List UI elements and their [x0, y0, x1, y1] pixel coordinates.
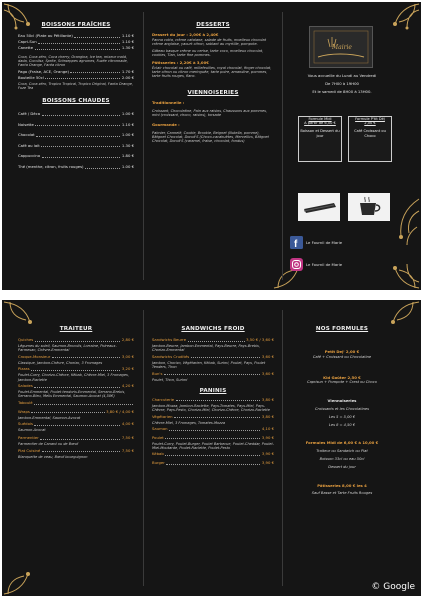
facebook-icon [290, 236, 303, 249]
item-description: Chèvre-Miel, 3 Fromages, Tomates-Mozza [152, 420, 225, 425]
watermark-text: © Google [371, 582, 415, 592]
instagram-label: Le Fournil de Marie [306, 262, 343, 267]
card-title: Formule P'tit Déj [355, 117, 385, 121]
menu-item: Parmentier 7,50 € [18, 435, 134, 441]
menu-item: Thé (menthe, citron, fruits rouges) 1.00 € [18, 163, 134, 169]
paninis-title: PANINIS [199, 387, 227, 394]
item-description: Saumon-Avocat [18, 428, 46, 433]
drinks-column [18, 2, 134, 290]
menu-item: Sandwichs Beurre 3,50 € / 3,60 € [152, 337, 274, 342]
facebook-link[interactable] [290, 236, 342, 249]
google-watermark [371, 582, 415, 592]
desserts-column [152, 2, 274, 290]
menu-item: Noisette 1.10 € [18, 121, 134, 127]
menu-item: Salades 4,20 € [18, 383, 134, 389]
formulas-title: NOS FORMULES [315, 326, 369, 332]
menu-item: Quiches 2,80 € [18, 337, 134, 342]
floral-ornament-right-middle [387, 197, 421, 247]
item-description: Blanquette de veau, Bœuf bourguignon [18, 454, 88, 459]
menu-item: Café au lait 1.30 € [18, 142, 134, 148]
item-description: Jambon-Mozza, Jambon-Raclette, Pays-Tomates, Pays-Miel, Pays-Chèvre, Pays-Pesto, Chorizo-Miel, Chorizo-Chèvre, Chorizo-Raclette [152, 403, 270, 412]
item-description: Éclair chocolat ou café, millefeuilles, royal chocolat, finger chocolat, tarte citron ou citron meringuée, tarte poire, amandine, pommes, tarte fruits rouges, flanc. [152, 65, 272, 78]
item-description: Jambon-Emmental, Saumon-Avocat [18, 415, 81, 420]
catering-title: TRAITEUR [59, 326, 93, 332]
gourmet-label: Gourmande : [152, 121, 180, 127]
menu-item: Café / Déca 1.00 € [18, 110, 134, 116]
formula-description: Croissants et les Chocolatines [315, 406, 369, 411]
formula-price: Les 5 = 5,00 € [328, 414, 356, 419]
column-divider [143, 12, 144, 280]
bakery-logo [309, 26, 373, 68]
formula-pastries: Pâtisseries 8,00 € les 4 [317, 482, 367, 488]
menu-item: Poulet 3,90 € [152, 434, 274, 440]
formula-lunch: Formules Midi de 6,00 € à 10,00 € [305, 440, 379, 446]
item-description: Jambon, Chorizo, Végétarien, Kébab, Surimi, Poulet, Pays, Poulet Tenders, Thon [152, 360, 266, 369]
item-description: Palmier, Cannelé, Cookie, Brookie, Beignet (Nutella, pomme), Bâtgnet Chocolat, Donut'S (Choco-cacahuètes, Mervellics, Bâtgnet Chocolat, Donut'S (caramel, fraise, chocolat, fondus) [152, 130, 269, 144]
menu-page-bottom [2, 300, 421, 596]
menu-item: Suédois 4,00 € [18, 421, 134, 427]
instagram-icon [290, 258, 303, 271]
item-description: Poulet-Curry, Chorizo-Chèvre, Kébab, Chèvre-Miel, 3 Fromages, Jambon-Raclette [18, 373, 129, 382]
item-description: Coca, Coca zéro, Tropico Tropical, Tropico Original, Fanta Orange, Fuze Tea [18, 81, 133, 90]
hours-line: Vous accueille du Lundi au Vendredi [307, 73, 377, 78]
formula-price: Les 8 = 4,50 € [328, 422, 356, 427]
item-description: Parmentier de Canard ou de Bœuf [18, 442, 79, 447]
menu-item: Kébab 3,90 € [152, 451, 274, 457]
item-description: Classique, Jambon-Chèvre, Chorizo, 3 Fromages [18, 360, 103, 365]
sandwich-image-icon [298, 193, 340, 221]
card-title: Formule Midi [308, 117, 332, 121]
formulas-column [290, 300, 394, 596]
menu-item: Pago (Fraise, ACE, Orange) 1.70 € [18, 68, 134, 74]
item-description: Croissant, Chocolatine, Pain aux raisins, Chaussons aux pommes, mini (croissant, choco, raisins), torsade [152, 109, 268, 118]
formula-description: Boisson 33cl ou eau 50cl [319, 456, 365, 461]
floral-ornament-top-right [380, 2, 421, 44]
card-subtitle: 2,00 € [364, 121, 376, 126]
formula-description: Dessert du jour [328, 464, 356, 469]
item-description: Jambon-Beurre, Jambon-Emmental, Pays-Beurre, Pays-Brebis, Chorizo-Emmental [152, 343, 260, 353]
traditional-label: Traditionnelle : [152, 100, 185, 106]
pastries-price: Pâtisseries : 2,20€ à 3,00€ [152, 59, 209, 65]
breakfast-formula-card [348, 116, 392, 162]
menu-item: Wraps 3,80 € / 4,00 € [18, 408, 134, 414]
viennoiseries-title: VIENNOISERIES [187, 90, 239, 97]
formula-description: Caprisun + Pompote + Crest ou Choco [307, 380, 377, 385]
formula-breakfast: Petit Dej' 2,00 € [324, 349, 360, 354]
formula-description: Café + Croissant ou Chocolatine [312, 354, 372, 359]
hours-line: De 7H00 à 19H00 [325, 80, 359, 86]
logo-text: Mairie [332, 44, 352, 51]
hours-line: Et le samedi de 8H00 à 13H00. [312, 88, 372, 94]
formula-viennoiseries: Viennoiseries [327, 398, 357, 404]
formula-description: Traiteur ou Sandwich ou Plat [316, 449, 368, 454]
formula-description: Sauf Basse et Tarte Fruits Rouges [311, 491, 373, 496]
sandwiches-title: SANDWICHS FROID [181, 326, 245, 332]
menu-item: Croque-Monsieur 3,00 € [18, 353, 134, 359]
card-body: Boisson et Dessert du jour [300, 129, 340, 138]
sandwiches-column [152, 300, 274, 596]
column-divider [143, 310, 144, 586]
menu-item: Plat Cuisiné 7,50 € [18, 447, 134, 453]
card-subtitle: A partir de 6,00 € [304, 121, 336, 126]
item-description: Poulet-Emmental, Poulet tendoris-Emmental, Serrano-Brebis, Serrano-Bleu, Melis Emmental, Saumon-Avocat (4,50€) [18, 390, 126, 399]
desserts-title: DESSERTS [196, 22, 230, 28]
item-description: Gâteau basque crème ou cerise, tarte coco, moelleux chocolat, cookies, Tian, tarte fine pommes. [152, 48, 264, 57]
item-description: Coca, Coca zéro, Coca cherry, Orangina, Ice tea, mixeur mald, dada, Cocolisz, Sprite, Schweppes agrumes, Fuzée citronnade, Fanta Orange, Fanta citron [18, 54, 128, 67]
menu-item: Bouteille 50cl 2.00 € [18, 74, 134, 80]
formula-snack: Kid Goûter 2,50 € [323, 374, 361, 380]
menu-item: Pizzas 3,20 € [18, 366, 134, 372]
menu-item: Cappuccino 1.80 € [18, 153, 134, 159]
floral-ornament-bottom-right [382, 252, 421, 290]
item-description: Légumes du soleil, Saumon-Brocolis, Lorraine, Poireaux-Parmesan, Chèvre-Emmental [18, 343, 117, 353]
column-divider [282, 310, 283, 586]
facebook-label: Le Fournil de Marie [306, 240, 343, 245]
svg-text:f: f [294, 239, 298, 249]
column-divider [282, 12, 283, 280]
menu-item: Chocolat 1.00 € [18, 132, 134, 138]
menu-item: Saumon 4,10 € [152, 426, 274, 432]
card-body: Café Croissant ou Choco [354, 129, 386, 138]
coffee-cup-icon [348, 193, 390, 221]
hot-drinks-title: BOISSONS CHAUDES [42, 97, 110, 104]
cold-drinks-title: BOISSONS FRAÎCHES [41, 22, 111, 28]
catering-column [18, 300, 134, 596]
menu-item: Canette 1.30 € [18, 44, 134, 50]
opening-hours [290, 74, 394, 94]
dessert-of-day: Dessert du jour : 2,00€ à 2,40€ [152, 32, 219, 37]
menu-page-top [2, 2, 421, 290]
instagram-link[interactable] [290, 258, 342, 271]
menu-item: Charcuterie 3,80 € [152, 396, 274, 402]
menu-item: Burger 3,90 € [152, 460, 274, 466]
item-description: Poulet-Curry, Poulet-Burger, Poulet Barbecue, Poulet-Cheddar, Poulet-Miel-Moutarde, Poulet-Raclette, Poulet-Pesto [152, 441, 274, 450]
menu-item: Eau 50cl (Plate ou Pétillante) 1.10 € [18, 33, 134, 38]
menu-item: Bun's 3,60 € [152, 370, 274, 376]
item-description: Poulet, Thon, Surimi [152, 377, 188, 382]
item-description: Panna cotta, crème catalane, salade de fruits, moelleux chocolat crème anglaise, yaourt citron, sablant au myrtille, pompote. [152, 38, 267, 47]
menu-item: Capri-Sun 1.10 € [18, 38, 134, 44]
menu-item: Sandwichs Crudités 3,60 € [152, 353, 274, 359]
menu-item: Végétarien 3,80 € [152, 413, 274, 419]
lunch-formula-card [298, 116, 342, 162]
menu-item: Taboulé [18, 401, 134, 406]
